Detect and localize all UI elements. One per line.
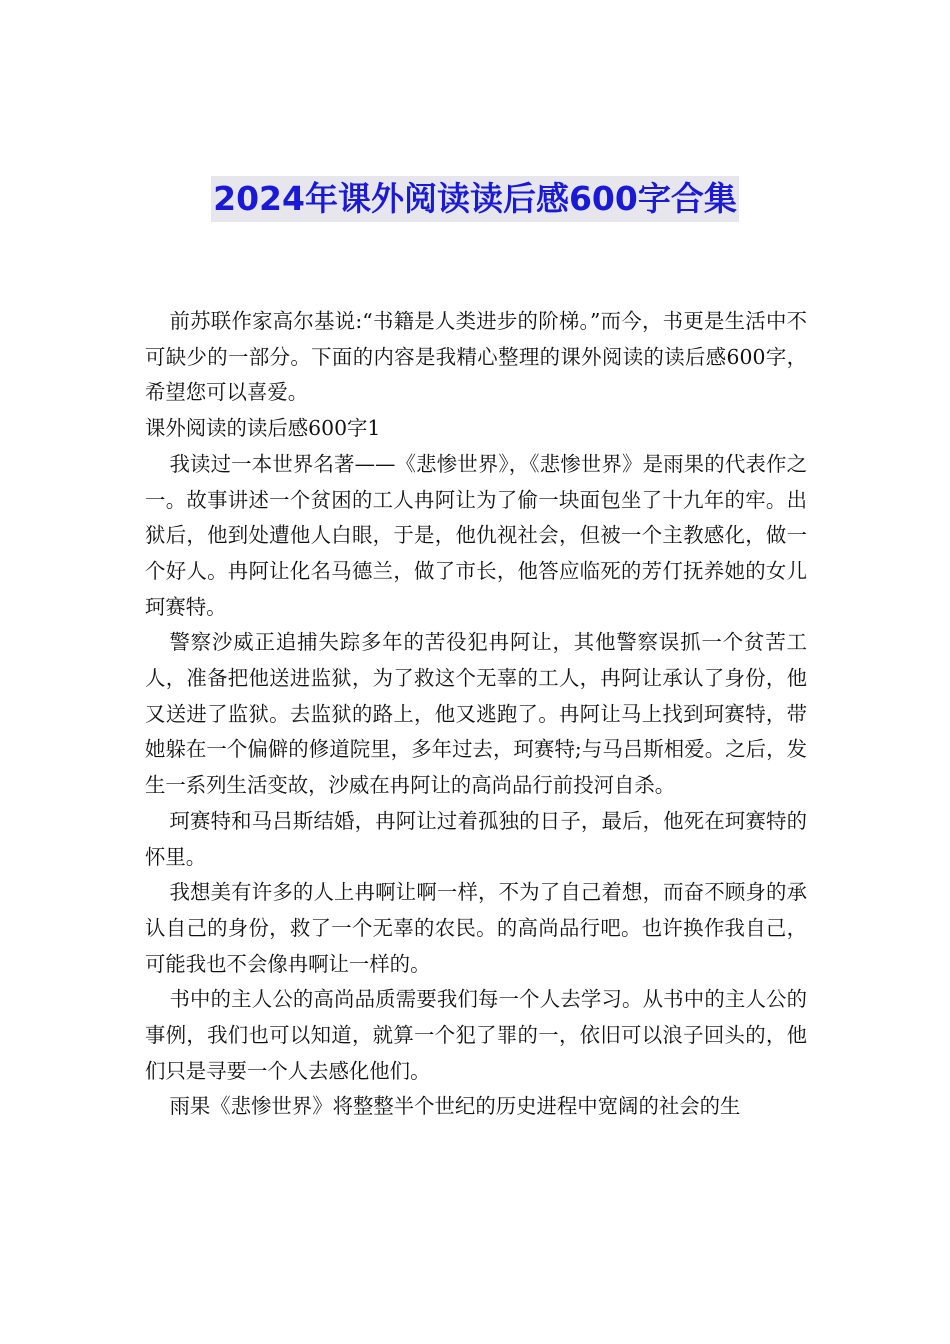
section-heading: 课外阅读的读后感600字1 [145,416,381,441]
document-title: 2024年课外阅读读后感600字合集 [211,176,739,222]
body-paragraph: 我想美有许多的人上冉啊让啊一样，不为了自己着想，而奋不顾身的承认自己的身份，救了一个无辜的农民。的高尚品行吧。也许换作我自己，可能我也不会像冉啊让一样的。 [145,880,807,976]
title-container [0,176,950,222]
intro-paragraph: 前苏联作家高尔基说:“书籍是人类进步的阶梯。”而今，书更是生活中不可缺少的一部分。下面的内容是我精心整理的课外阅读的读后感600字，希望您可以喜爱。 [145,309,807,405]
document-body [145,304,807,1125]
body-paragraph: 珂赛特和马吕斯结婚，冉阿让过着孤独的日子，最后，他死在珂赛特的怀里。 [145,808,807,869]
body-paragraph: 书中的主人公的高尚品质需要我们每一个人去学习。从书中的主人公的事例，我们也可以知道，就算一个犯了罪的一，依旧可以浪子回头的，他们只是寻要一个人去感化他们。 [145,987,807,1083]
body-paragraph: 雨果《悲惨世界》将整整半个世纪的历史进程中宽阔的社会的生 [169,1094,741,1119]
body-paragraph: 我读过一本世界名著——《悲惨世界》，《悲惨世界》是雨果的代表作之一。故事讲述一个贫困的工人冉阿让为了偷一块面包坐了十九年的牢。出狱后，他到处遭他人白眼，于是，他仇视社会，但被一个主教感化，做一个好人。冉阿让化名马德兰，做了市长，他答应临死的芳仃抚养她的女儿珂赛特。 [145,451,807,619]
body-paragraph: 警察沙威正追捕失踪多年的苦役犯冉阿让，其他警察误抓一个贫苦工人，准备把他送进监狱，为了救这个无辜的工人，冉阿让承认了身份，他又送进了监狱。去监狱的路上，他又逃跑了。冉阿让马上找到珂赛特，带她躲在一个偏僻的修道院里，多年过去，珂赛特;与马吕斯相爱。之后，发生一系列生活变故，沙威在冉阿让的高尚品行前投河自杀。 [145,630,807,798]
